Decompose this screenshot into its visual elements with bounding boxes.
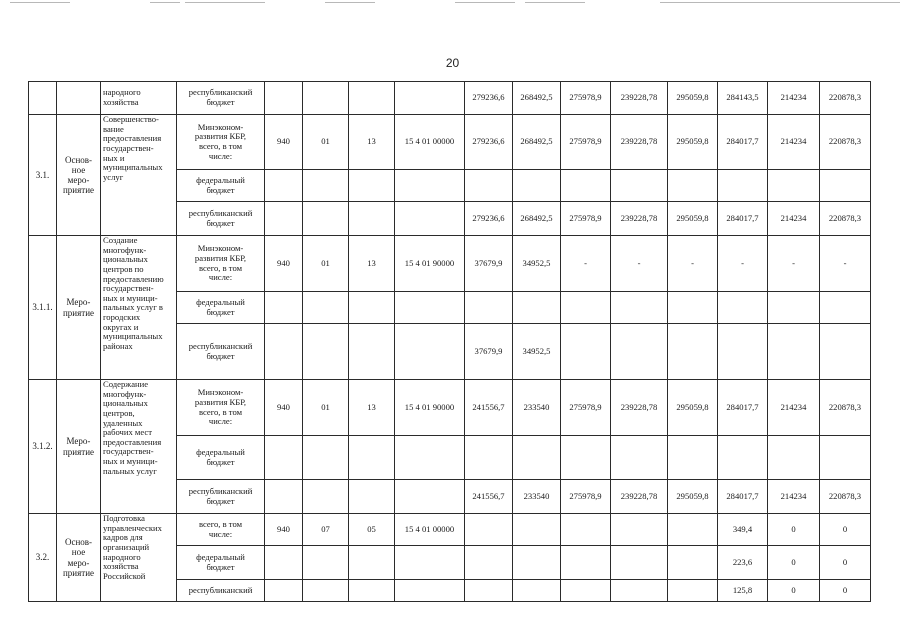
cell-source: федеральный бюджет (177, 170, 265, 202)
cell-name: Совершенство- вание предоставления государствен- ных и муниципальных услуг (101, 115, 177, 236)
table-row (29, 236, 871, 292)
cell-source: федеральный бюджет (177, 292, 265, 324)
cell-value: - (611, 236, 668, 292)
cell-value: 220878,3 (820, 380, 871, 436)
cell-grbs (265, 82, 303, 115)
cell-value: 223,6 (718, 546, 768, 580)
cell-value: 241556,7 (465, 480, 513, 514)
cell-value: 0 (768, 546, 820, 580)
cell-num: 3.1.1. (29, 236, 57, 380)
cell-value (465, 546, 513, 580)
cell-pr: 13 (349, 115, 395, 170)
cell-source: Минэконом- развития КБР, всего, в том числе: (177, 115, 265, 170)
cell-value: 241556,7 (465, 380, 513, 436)
scan-edge-marks (0, 0, 905, 8)
cell-value: - (668, 236, 718, 292)
cell-name: народного хозяйства (101, 82, 177, 115)
cell-pr (349, 82, 395, 115)
cell-value: 279236,6 (465, 115, 513, 170)
cell-value: 220878,3 (820, 115, 871, 170)
cell-value (561, 514, 611, 546)
cell-pr: 05 (349, 514, 395, 546)
cell-value: 0 (820, 546, 871, 580)
cell-value: 295059,8 (668, 82, 718, 115)
cell-value (668, 324, 718, 380)
cell-value (561, 324, 611, 380)
cell-grbs: 940 (265, 380, 303, 436)
cell-value: 239228,78 (611, 480, 668, 514)
cell-value: 0 (820, 514, 871, 546)
cell-value: - (820, 236, 871, 292)
cell-source: республиканский бюджет (177, 324, 265, 380)
cell-grbs: 940 (265, 236, 303, 292)
cell-type: Основ- ное меро- приятие (57, 115, 101, 236)
cell-value (718, 324, 768, 380)
cell-type-empty (57, 82, 101, 115)
cell-value: 37679,9 (465, 236, 513, 292)
cell-value: 0 (768, 580, 820, 602)
cell-value (465, 580, 513, 602)
cell-value (820, 324, 871, 380)
cell-value: 239228,78 (611, 380, 668, 436)
cell-value: 239228,78 (611, 82, 668, 115)
cell-value: 214234 (768, 82, 820, 115)
cell-rz (303, 82, 349, 115)
cell-value: 284017,7 (718, 202, 768, 236)
page-number: 20 (445, 56, 460, 70)
cell-value (768, 324, 820, 380)
cell-value: 34952,5 (513, 324, 561, 380)
cell-value: 220878,3 (820, 202, 871, 236)
cell-value (513, 546, 561, 580)
cell-num-empty (29, 82, 57, 115)
cell-value: 275978,9 (561, 380, 611, 436)
cell-csr: 15 4 01 90000 (395, 380, 465, 436)
cell-value: 295059,8 (668, 202, 718, 236)
cell-value: 220878,3 (820, 82, 871, 115)
cell-source: Минэконом- развития КБР, всего, в том числе: (177, 380, 265, 436)
cell-value (668, 514, 718, 546)
table-row (29, 514, 871, 546)
cell-value: 214234 (768, 115, 820, 170)
cell-rz: 01 (303, 236, 349, 292)
cell-value (668, 580, 718, 602)
cell-value: 284017,7 (718, 380, 768, 436)
cell-value: 220878,3 (820, 480, 871, 514)
cell-csr: 15 4 01 00000 (395, 115, 465, 170)
cell-source: всего, в том числе: (177, 514, 265, 546)
cell-value: 125,8 (718, 580, 768, 602)
cell-value: 268492,5 (513, 115, 561, 170)
budget-table (28, 81, 871, 602)
cell-value: 284017,7 (718, 115, 768, 170)
cell-source: республиканский бюджет (177, 202, 265, 236)
cell-rz: 01 (303, 115, 349, 170)
cell-value: - (561, 236, 611, 292)
cell-name: Содержание многофунк- циональных центров, удаленных рабочих мест предоставления государствен- ных и муници- пальных услуг (101, 380, 177, 514)
cell-source: федеральный бюджет (177, 436, 265, 480)
cell-value: - (718, 236, 768, 292)
cell-value: 233540 (513, 480, 561, 514)
cell-source: республиканский бюджет (177, 82, 265, 115)
cell-value: 275978,9 (561, 115, 611, 170)
cell-rz: 07 (303, 514, 349, 546)
table-row (29, 82, 871, 115)
cell-value: 279236,6 (465, 82, 513, 115)
cell-type: Меро- приятие (57, 236, 101, 380)
cell-value (611, 580, 668, 602)
cell-source: республиканский бюджет (177, 480, 265, 514)
cell-name: Подготовка управленческих кадров для организаций народного хозяйства Российской (101, 514, 177, 602)
cell-pr: 13 (349, 236, 395, 292)
cell-value: 295059,8 (668, 380, 718, 436)
cell-value (668, 546, 718, 580)
cell-pr: 13 (349, 380, 395, 436)
cell-num: 3.1.2. (29, 380, 57, 514)
cell-rz: 01 (303, 380, 349, 436)
cell-value: 275978,9 (561, 480, 611, 514)
table-row (29, 380, 871, 436)
cell-value: 34952,5 (513, 236, 561, 292)
cell-value: 233540 (513, 380, 561, 436)
cell-value: 239228,78 (611, 115, 668, 170)
cell-source: федеральный бюджет (177, 546, 265, 580)
cell-csr: 15 4 01 90000 (395, 236, 465, 292)
cell-value: 239228,78 (611, 202, 668, 236)
cell-source: республиканский (177, 580, 265, 602)
cell-type: Меро- приятие (57, 380, 101, 514)
cell-value: 37679,9 (465, 324, 513, 380)
cell-value (611, 324, 668, 380)
cell-value (561, 580, 611, 602)
cell-value (465, 514, 513, 546)
cell-value: 275978,9 (561, 82, 611, 115)
cell-value: 214234 (768, 202, 820, 236)
cell-value: 214234 (768, 380, 820, 436)
cell-grbs: 940 (265, 115, 303, 170)
cell-value: 268492,5 (513, 82, 561, 115)
cell-value (611, 514, 668, 546)
cell-value: 295059,8 (668, 115, 718, 170)
cell-value: 349,4 (718, 514, 768, 546)
cell-type: Основ- ное меро- приятие (57, 514, 101, 602)
cell-num: 3.2. (29, 514, 57, 602)
cell-value (513, 580, 561, 602)
cell-grbs: 940 (265, 514, 303, 546)
cell-value (611, 546, 668, 580)
cell-value: 275978,9 (561, 202, 611, 236)
cell-csr (395, 82, 465, 115)
cell-value: 0 (820, 580, 871, 602)
cell-value (513, 514, 561, 546)
cell-source: Минэконом- развития КБР, всего, в том числе: (177, 236, 265, 292)
cell-value: - (768, 236, 820, 292)
cell-csr: 15 4 01 00000 (395, 514, 465, 546)
cell-value: 295059,8 (668, 480, 718, 514)
cell-value (561, 546, 611, 580)
cell-value: 284017,7 (718, 480, 768, 514)
cell-value: 214234 (768, 480, 820, 514)
cell-value: 279236,6 (465, 202, 513, 236)
cell-value: 0 (768, 514, 820, 546)
cell-num: 3.1. (29, 115, 57, 236)
cell-name: Создание многофунк- циональных центров по предоставлению государствен- ных и муници- пальных услуг в городских округах и муниципальных районах (101, 236, 177, 380)
table-row (29, 115, 871, 170)
cell-value: 284143,5 (718, 82, 768, 115)
cell-value: 268492,5 (513, 202, 561, 236)
